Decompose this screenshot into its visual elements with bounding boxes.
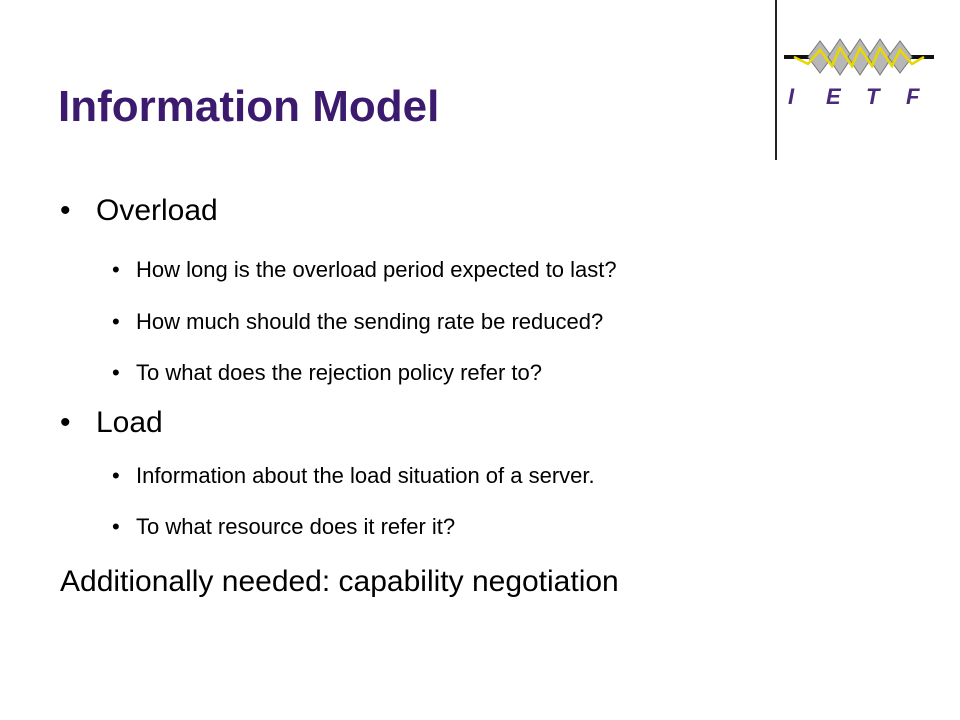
sub-bullet [112,309,603,335]
sub-bullet [112,257,617,283]
bullet-marker: • [60,194,71,227]
bullet-load [60,406,163,440]
sub-bullet-text: How much should the sending rate be reduced? [136,309,604,334]
logo-letter-i: I [788,84,795,109]
sub-bullet-text: How long is the overload period expected to last? [136,257,617,282]
bullet-text: Load [96,406,163,439]
sub-bullet-marker: • [112,514,120,539]
logo-letter-t: T [866,84,880,109]
ietf-logo-icon [784,24,934,124]
logo-divider [775,0,777,160]
bullet-overload [60,194,218,228]
sub-bullet-marker: • [112,257,120,282]
sub-bullet-text: To what resource does it refer it? [136,514,456,539]
bullet-marker: • [60,406,71,439]
logo-letter-e: E [826,84,841,109]
logo-letter-f: F [906,84,920,109]
sub-bullet [112,463,595,489]
footer-statement: Additionally needed: capability negotiation [60,565,619,598]
sub-bullet [112,360,542,386]
logo-letters [788,84,920,109]
bullet-text: Overload [96,194,218,227]
sub-bullet-text: To what does the rejection policy refer to? [136,360,543,385]
sub-bullet-marker: • [112,309,120,334]
sub-bullet-text: Information about the load situation of a server. [136,463,595,488]
sub-bullet-marker: • [112,463,120,488]
slide-title: Information Model [58,82,440,131]
sub-bullet [112,514,455,540]
sub-bullet-marker: • [112,360,120,385]
